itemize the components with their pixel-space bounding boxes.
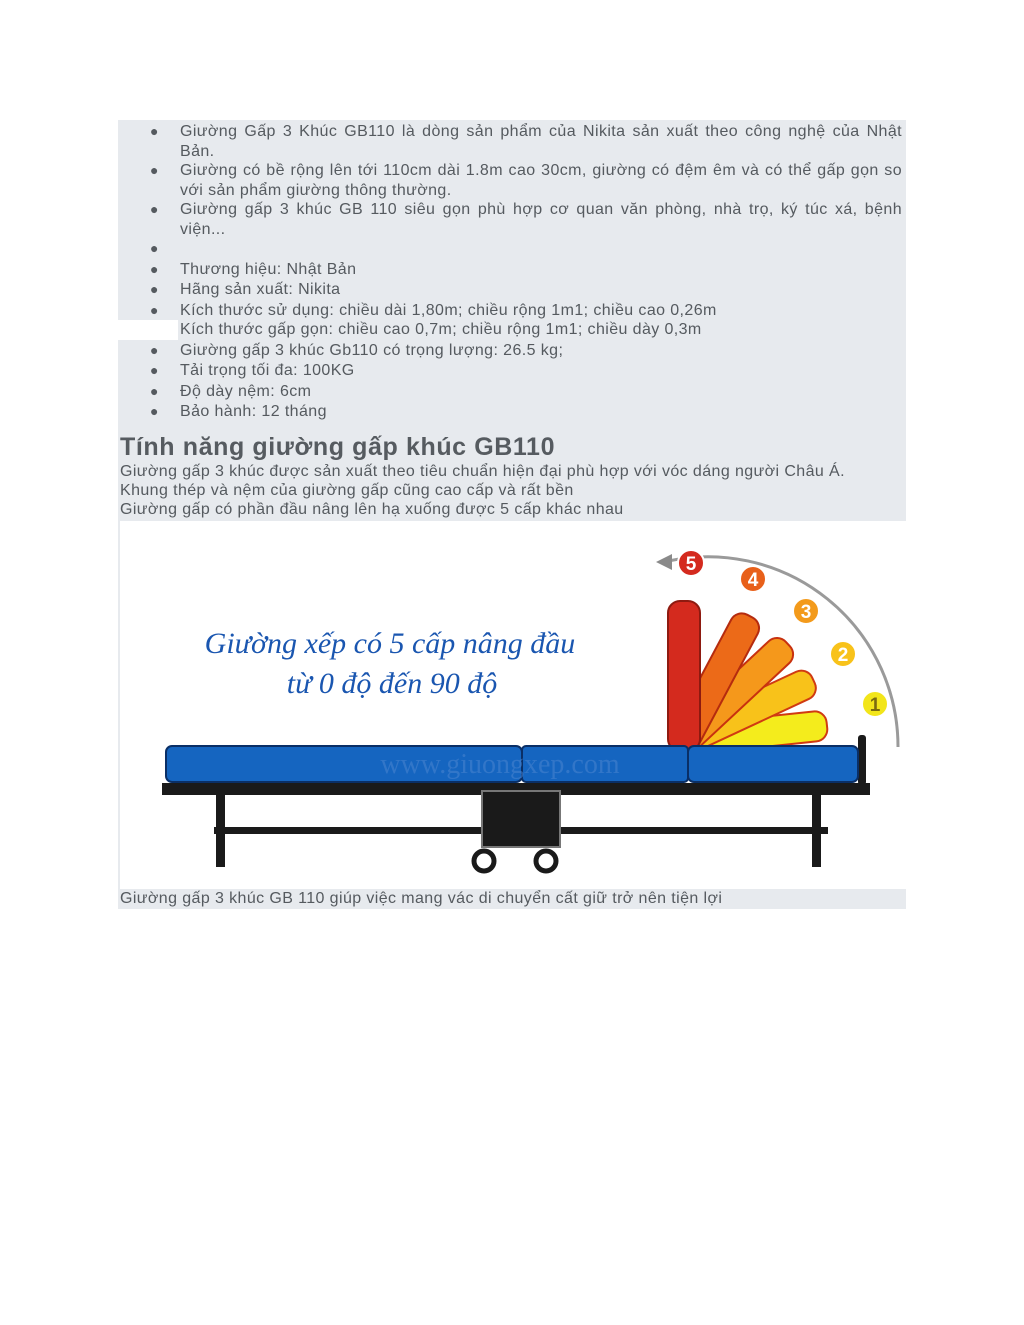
- list-item: ● Giường gấp 3 khúc GB 110 siêu gọn phù hợp cơ quan văn phòng, nhà trọ, ký túc xá, bệnh viện...: [150, 201, 902, 238]
- feature-section: [118, 422, 906, 522]
- bullet-icon: ●: [150, 382, 159, 399]
- bullet-icon: ●: [150, 281, 159, 297]
- list-item: ● Độ dày nệm: 6cm: [150, 382, 312, 400]
- image-caption: Giường gấp 3 khúc GB 110 giúp việc mang vác di chuyển cất giữ trở nên tiện lợi: [118, 889, 906, 909]
- mattress-segment: [688, 746, 858, 782]
- headboard-post: [858, 735, 866, 785]
- list-item-continuation: Kích thước gấp gọn: chiều cao 0,7m; chiều rộng 1m1; chiều dày 0,3m: [118, 320, 902, 340]
- level-label: 5: [685, 554, 697, 576]
- headline-line-1: Giường xếp có 5 cấp nâng đầu: [204, 627, 576, 661]
- headline-line-2: từ 0 độ đến 90 độ: [286, 667, 498, 701]
- list-item: ● Hãng sản xuất: Nikita: [150, 281, 341, 298]
- list-item: ● Thương hiệu: Nhật Bản: [150, 260, 357, 278]
- list-item: ● Giường gấp 3 khúc Gb110 có trọng lượng: 26.5 kg;: [150, 341, 564, 359]
- arrow-head-icon: [656, 554, 672, 570]
- level-label: 1: [869, 695, 881, 717]
- list-item: [118, 239, 902, 259]
- list-item: ● Giường Gấp 3 Khúc GB110 là dòng sản phẩm của Nikita sản xuất theo công nghệ của Nhật Bản.: [150, 123, 902, 160]
- bullet-icon: ●: [150, 341, 159, 358]
- headrest-level-5: [668, 601, 700, 751]
- level-label: 2: [837, 645, 849, 667]
- bullet-icon: ●: [150, 260, 159, 277]
- list-item: ● Bảo hành: 12 tháng: [150, 403, 327, 420]
- product-image: [118, 521, 906, 889]
- bullet-icon: ●: [150, 201, 159, 217]
- wheel-icon: [536, 851, 556, 871]
- bullet-icon: ●: [150, 403, 159, 419]
- wheel-icon: [474, 851, 494, 871]
- list-item: ● Giường có bề rộng lên tới 110cm dài 1.8m cao 30cm, giường có đệm êm và có thể gấp gọn so với sản phẩm giường thông thường.: [150, 162, 902, 199]
- center-hinge-box: [482, 791, 560, 847]
- watermark-text: www.giuongxep.com: [380, 749, 620, 781]
- section-heading: Tính năng giường gấp khúc GB110: [120, 432, 556, 461]
- bullet-icon: ●: [150, 301, 159, 318]
- article-content: [118, 120, 906, 909]
- bed-frame: [162, 783, 870, 871]
- bullet-icon: ●: [150, 162, 159, 178]
- bullet-icon: ●: [150, 123, 159, 139]
- level-label: 3: [800, 602, 812, 624]
- list-item: ● Kích thước sử dụng: chiều dài 1,80m; chiều rộng 1m1; chiều cao 0,26m: [150, 301, 717, 319]
- feature-paragraph: Khung thép và nệm của giường gấp cũng cao cấp và rất bền: [120, 481, 574, 499]
- product-bullet-list: [118, 120, 906, 422]
- list-item: ● Tải trọng tối đa: 100KG: [150, 362, 355, 379]
- bullet-icon: ●: [150, 362, 159, 378]
- feature-paragraph: Giường gấp có phần đầu nâng lên hạ xuống được 5 cấp khác nhau: [120, 500, 624, 518]
- folding-bed-illustration: [120, 521, 906, 889]
- level-label: 4: [747, 570, 759, 592]
- bullet-icon: ●: [150, 240, 159, 256]
- feature-paragraph: Giường gấp 3 khúc được sản xuất theo tiêu chuẩn hiện đại phù hợp với vóc dáng người Châu Á.: [120, 462, 845, 480]
